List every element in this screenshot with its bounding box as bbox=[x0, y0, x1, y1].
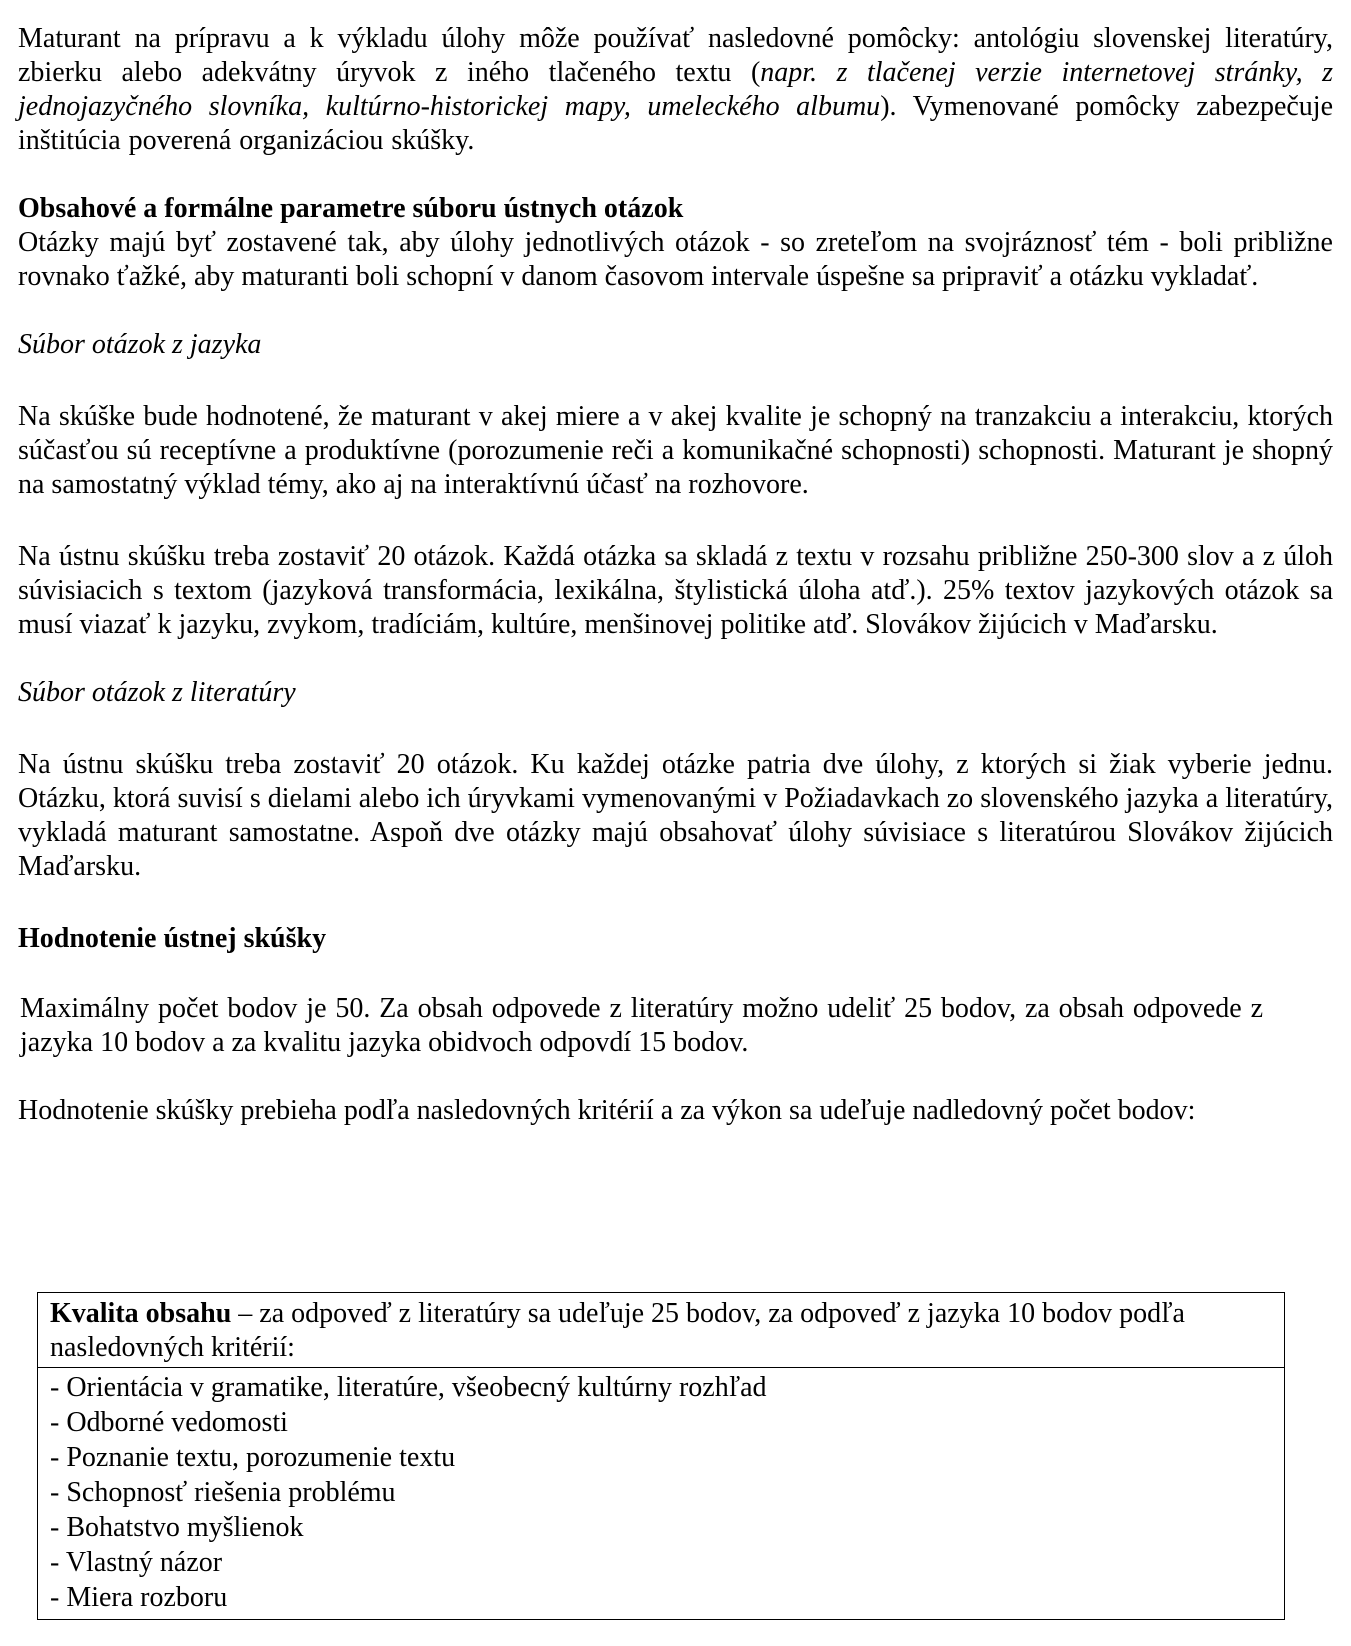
criteria-table-header bbox=[38, 1293, 1284, 1368]
intro-text-start: Maturant na prípravu a k výkladu úlohy môže používať nasledovné pomôcky: antológiu slovenskej literatúry, zbierku alebo adekvátny úryvok z iného tlačeného textu ( bbox=[18, 23, 1333, 88]
criteria-table-title: Kvalita obsahu bbox=[50, 1298, 232, 1329]
criteria-item: - Orientácia v gramatike, literatúre, všeobecný kultúrny rozhľad bbox=[50, 1372, 767, 1403]
params-heading: Obsahové a formálne parametre súboru ústnych otázok bbox=[18, 193, 684, 224]
literature-paragraph: Na ústnu skúšku treba zostaviť 20 otázok. Ku každej otázke patria dve úlohy, z ktorých si žiak vyberie jednu. Otázku, ktorá suvisí s dielami alebo ich úryvkami vymenovanými v Požiadavkach zo slovenského jazyka a literatúry, vykladá maturant samostatne. Aspoň dve otázky majú obsahovať úlohy súvisiace s literatúrou Slovákov žijúcich Maďarsku. bbox=[18, 749, 1333, 882]
criteria-item: - Bohatstvo myšlienok bbox=[50, 1512, 304, 1543]
eval-heading: Hodnotenie ústnej skúšky bbox=[18, 923, 327, 954]
language-paragraph-1: Na skúške bude hodnotené, že maturant v akej miere a v akej kvalite je schopný na tranzakciu a interakciu, ktorých súčasťou sú receptívne a produktívne (porozumenie reči a komunikačné schopnosti) schopnosti. Maturant je shopný na samostatný výklad témy, ako aj na interaktívnú účasť na rozhovore. bbox=[18, 401, 1333, 500]
language-heading: Súbor otázok z jazyka bbox=[18, 329, 262, 360]
eval-paragraph-1: Maximálny počet bodov je 50. Za obsah odpovede z literatúry možno udeliť 25 bodov, za obsah odpovede z jazyka 10 bodov a za kvalitu jazyka obidvoch odpovdí 15 bodov. bbox=[20, 993, 1263, 1058]
criteria-table-description: – za odpoveď z literatúry sa udeľuje 25 bodov, za odpoveď z jazyka 10 bodov podľa nasledovných kritérií: bbox=[50, 1298, 1185, 1363]
language-paragraph-2: Na ústnu skúšku treba zostaviť 20 otázok. Každá otázka sa skladá z textu v rozsahu približne 250-300 slov a z úloh súvisiacich s textom (jazyková transformácia, lexikálna, štylistická úloha atď.). 25% textov jazykových otázok sa musí viazať k jazyku, zvykom, tradíciám, kultúre, menšinovej politike atď. Slovákov žijúcich v Maďarsku. bbox=[18, 541, 1333, 640]
criteria-item: - Odborné vedomosti bbox=[50, 1407, 288, 1438]
document-page bbox=[18, 22, 1333, 1128]
params-paragraph: Otázky majú byť zostavené tak, aby úlohy jednotlivých otázok - so zreteľom na svojráznosť tém - boli približne rovnako ťažké, aby maturanti boli schopní v danom časovom intervale úspešne sa pripraviť a otázku vykladať. bbox=[18, 227, 1333, 292]
criteria-item: - Poznanie textu, porozumenie textu bbox=[50, 1442, 456, 1473]
intro-text-end: ). Vymenované pomôcky zabezpečuje inštitúcia poverená organizáciou skúšky. bbox=[18, 91, 1333, 156]
criteria-item: - Miera rozboru bbox=[50, 1582, 228, 1613]
eval-paragraph-2: Hodnotenie skúšky prebieha podľa nasledovných kritérií a za výkon sa udeľuje nadledovný počet bodov: bbox=[18, 1095, 1196, 1126]
literature-heading: Súbor otázok z literatúry bbox=[18, 677, 296, 708]
criteria-item: - Schopnosť riešenia problému bbox=[50, 1477, 396, 1508]
intro-italic-examples: napr. z tlačenej verzie internetovej stránky, z jednojazyčného slovníka, kultúrno-historickej mapy, umeleckého albumu bbox=[18, 57, 1334, 122]
criteria-list bbox=[38, 1368, 1284, 1619]
criteria-table bbox=[37, 1292, 1285, 1620]
criteria-item: - Vlastný názor bbox=[50, 1547, 223, 1578]
intro-paragraph bbox=[18, 22, 1333, 158]
